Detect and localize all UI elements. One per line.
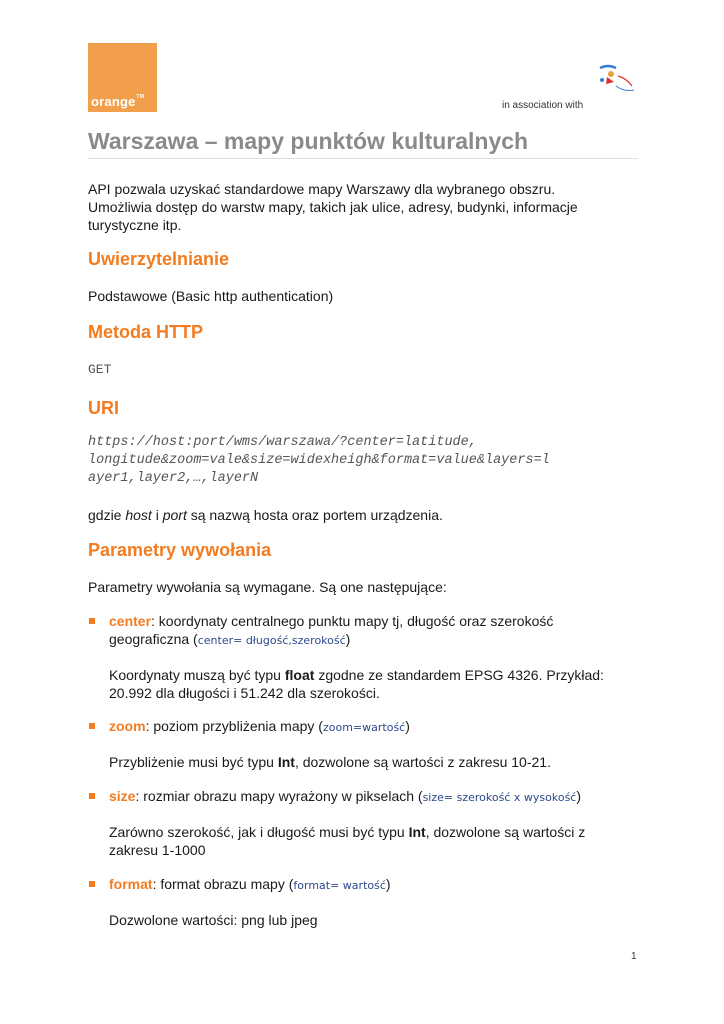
uri-line-2: longitude&zoom=vale&size=widexheigh&format=value&layers=l: [88, 453, 550, 468]
intro-line-2: Umożliwia dostęp do warstw mapy, takich jak ulice, adresy, budynki, informacje: [88, 199, 578, 215]
association-text: in association with: [502, 100, 584, 111]
uri-heading: URI: [88, 398, 119, 418]
param-format-detail: Dozwolone wartości: png lub jpeg: [109, 912, 318, 928]
method-heading: Metoda HTTP: [88, 322, 203, 342]
partner-logo: [594, 62, 636, 96]
intro-line-3: turystyczne itp.: [88, 217, 182, 233]
param-zoom-detail: Przybliżenie musi być typu Int, dozwolone są wartości z zakresu 10-21.: [109, 754, 551, 770]
param-center-line-1: center: koordynaty centralnego punktu mapy tj, długość oraz szerokość: [109, 613, 554, 629]
orange-logo: [88, 43, 157, 112]
auth-heading: Uwierzytelnianie: [88, 249, 230, 269]
param-center-line-2: geograficzna (center= długość,szerokość): [109, 631, 351, 647]
param-size-line-1: size: rozmiar obrazu mapy wyrażony w pikselach (size= szerokość x wysokość): [109, 788, 582, 804]
method-text: GET: [88, 362, 112, 377]
param-center-detail-2: 20.992 dla długości i 51.242 dla szerokości.: [109, 685, 380, 701]
bullet-icon: [89, 618, 95, 624]
uri-line-1: https://host:port/wms/warszawa/?center=latitude,: [88, 435, 477, 450]
param-size-detail-1: Zarówno szerokość, jak i długość musi być typu Int, dozwolone są wartości z: [109, 824, 586, 840]
intro-line-1: API pozwala uzyskać standardowe mapy Warszawy dla wybranego obszru.: [88, 181, 556, 197]
bullet-icon: [89, 793, 95, 799]
bullet-icon: [89, 723, 95, 729]
params-intro: Parametry wywołania są wymagane. Są one następujące:: [88, 579, 447, 595]
bullet-icon: [89, 881, 95, 887]
params-heading: Parametry wywołania: [88, 540, 272, 560]
param-size-detail-2: zakresu 1-1000: [109, 842, 206, 858]
logo-wordmark: orange™: [91, 94, 145, 109]
param-center-detail-1: Koordynaty muszą być typu float zgodne ze standardem EPSG 4326. Przykład:: [109, 667, 604, 683]
uri-line-3: ayer1,layer2,…,layerN: [88, 471, 259, 486]
auth-text: Podstawowe (Basic http authentication): [88, 288, 334, 304]
param-zoom-line-1: zoom: poziom przybliżenia mapy (zoom=wartość): [109, 718, 410, 734]
page-title: Warszawa – mapy punktów kulturalnych: [88, 128, 529, 154]
title-divider: [88, 158, 638, 159]
param-format-line-1: format: format obrazu mapy (format= wartość): [109, 876, 391, 892]
uri-description: gdzie host i port są nazwą hosta oraz portem urządzenia.: [88, 507, 443, 523]
page-number: 1: [631, 951, 637, 962]
